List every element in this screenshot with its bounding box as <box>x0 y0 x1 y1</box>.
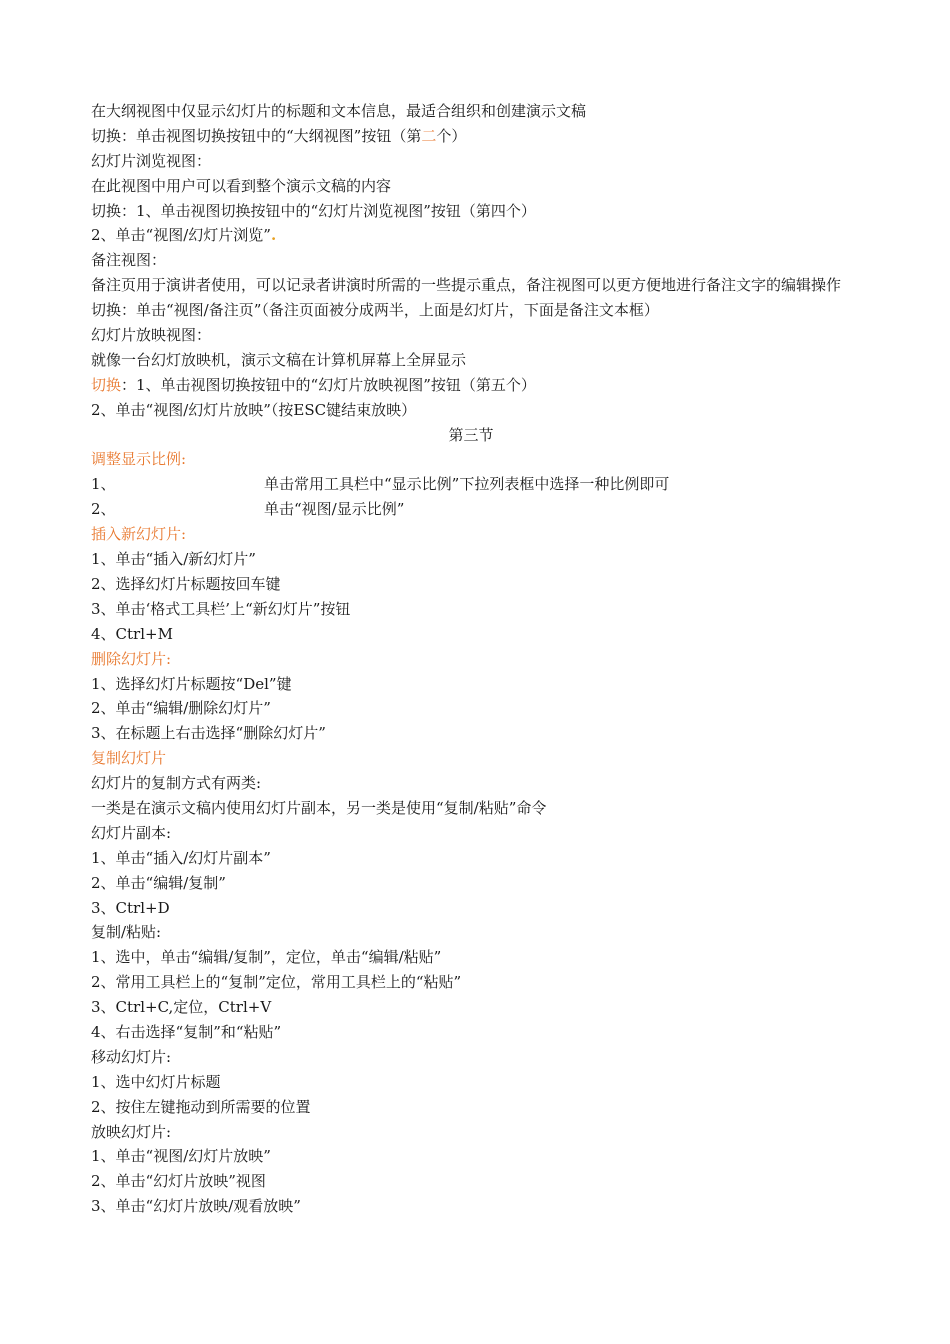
list-item: 2、常用工具栏上的“复制”定位，常用工具栏上的“粘贴” <box>91 973 462 992</box>
paragraph: 在大纲视图中仅显示幻灯片的标题和文本信息，最适合组织和创建演示文稿 <box>91 102 587 120</box>
list-item: 3、Ctrl+D <box>91 898 170 917</box>
paragraph: 2、单击“视图/幻灯片放映”（按ESC键结束放映） <box>91 400 417 419</box>
list-item: 2、单击“编辑/复制” <box>91 873 226 892</box>
list-item: 3、单击‘格式工具栏’上“新幻灯片”按钮 <box>91 599 351 618</box>
list-item: 1、单击“插入/幻灯片副本” <box>91 848 271 867</box>
list-item: 4、Ctrl+M <box>91 624 173 643</box>
list-item: 1、单击“插入/新幻灯片” <box>91 550 256 569</box>
list-item <box>91 497 851 522</box>
highlighted-text: 切换 <box>91 375 122 394</box>
list-item: 2、单击“幻灯片放映”视图 <box>91 1172 266 1191</box>
list-item <box>91 472 851 497</box>
section-heading: 插入新幻灯片: <box>91 525 187 544</box>
subheading: 幻灯片浏览视图： <box>91 151 212 170</box>
list-item: 1、单击“视图/幻灯片放映” <box>91 1147 271 1166</box>
paragraph: 切换：1、单击视图切换按钮中的“幻灯片浏览视图”按钮（第四个） <box>91 201 536 220</box>
subheading: 备注视图： <box>91 251 167 270</box>
document-body <box>91 99 851 1219</box>
paragraph: 在此视图中用户可以看到整个演示文稿的内容 <box>91 176 392 195</box>
highlighted-text: 二 <box>421 126 437 145</box>
list-item: 1、选择幻灯片标题按“Del”键 <box>91 674 292 693</box>
list-item: 2、单击“编辑/删除幻灯片” <box>91 699 271 718</box>
paragraph <box>91 223 851 248</box>
list-item: 3、单击“幻灯片放映/观看放映” <box>91 1197 301 1216</box>
paragraph: 备注页用于演讲者使用，可以记录者讲演时所需的一些提示重点，备注视图可以更方便地进行备注文字的编辑操作 <box>91 276 842 295</box>
section-heading: 删除幻灯片: <box>91 649 172 668</box>
subheading: 移动幻灯片: <box>91 1047 172 1066</box>
section-title: 第三节 <box>448 425 494 444</box>
list-item: 4、右击选择“复制”和“粘贴” <box>91 1022 282 1041</box>
paragraph <box>91 373 851 398</box>
list-number: 2、 <box>91 500 116 519</box>
text-run: 切换：单击视图切换按钮中的“大纲视图”按钮（第 <box>91 126 422 145</box>
list-text: 单击常用工具栏中“显示比例”下拉列表框中选择一种比例即可 <box>264 475 670 494</box>
subheading: 复制/粘贴: <box>91 923 162 942</box>
list-item: 2、选择幻灯片标题按回车键 <box>91 574 281 593</box>
list-item: 1、选中，单击“编辑/复制”，定位，单击“编辑/粘贴” <box>91 948 442 967</box>
paragraph: 一类是在演示文稿内使用幻灯片副本，另一类是使用“复制/粘贴”命令 <box>91 798 547 817</box>
paragraph: 幻灯片的复制方式有两类: <box>91 774 262 793</box>
text-run: ：1、单击视图切换按钮中的“幻灯片放映视图”按钮（第五个） <box>121 375 536 394</box>
list-item: 1、选中幻灯片标题 <box>91 1072 221 1091</box>
section-heading: 复制幻灯片 <box>91 749 167 768</box>
list-number: 1、 <box>91 475 116 494</box>
subheading: 放映幻灯片: <box>91 1122 172 1141</box>
section-heading: 调整显示比例: <box>91 450 187 469</box>
subheading: 幻灯片放映视图： <box>91 326 212 345</box>
list-item: 2、按住左键拖动到所需要的位置 <box>91 1097 311 1116</box>
paragraph: 就像一台幻灯放映机，演示文稿在计算机屏幕上全屏显示 <box>91 350 467 369</box>
text-run: 个） <box>436 126 467 145</box>
subheading: 幻灯片副本: <box>91 823 172 842</box>
list-text: 单击“视图/显示比例” <box>264 500 405 519</box>
text-run: 2、单击“视图/幻灯片浏览” <box>91 226 271 245</box>
list-item: 3、在标题上右击选择“删除幻灯片” <box>91 724 326 743</box>
paragraph <box>91 124 851 149</box>
paragraph: 切换：单击“视图/备注页”（备注页面被分成两半，上面是幻灯片，下面是备注文本框） <box>91 301 659 320</box>
highlighted-text: . <box>270 226 277 245</box>
list-item: 3、Ctrl+C,定位，Ctrl+V <box>91 998 272 1017</box>
